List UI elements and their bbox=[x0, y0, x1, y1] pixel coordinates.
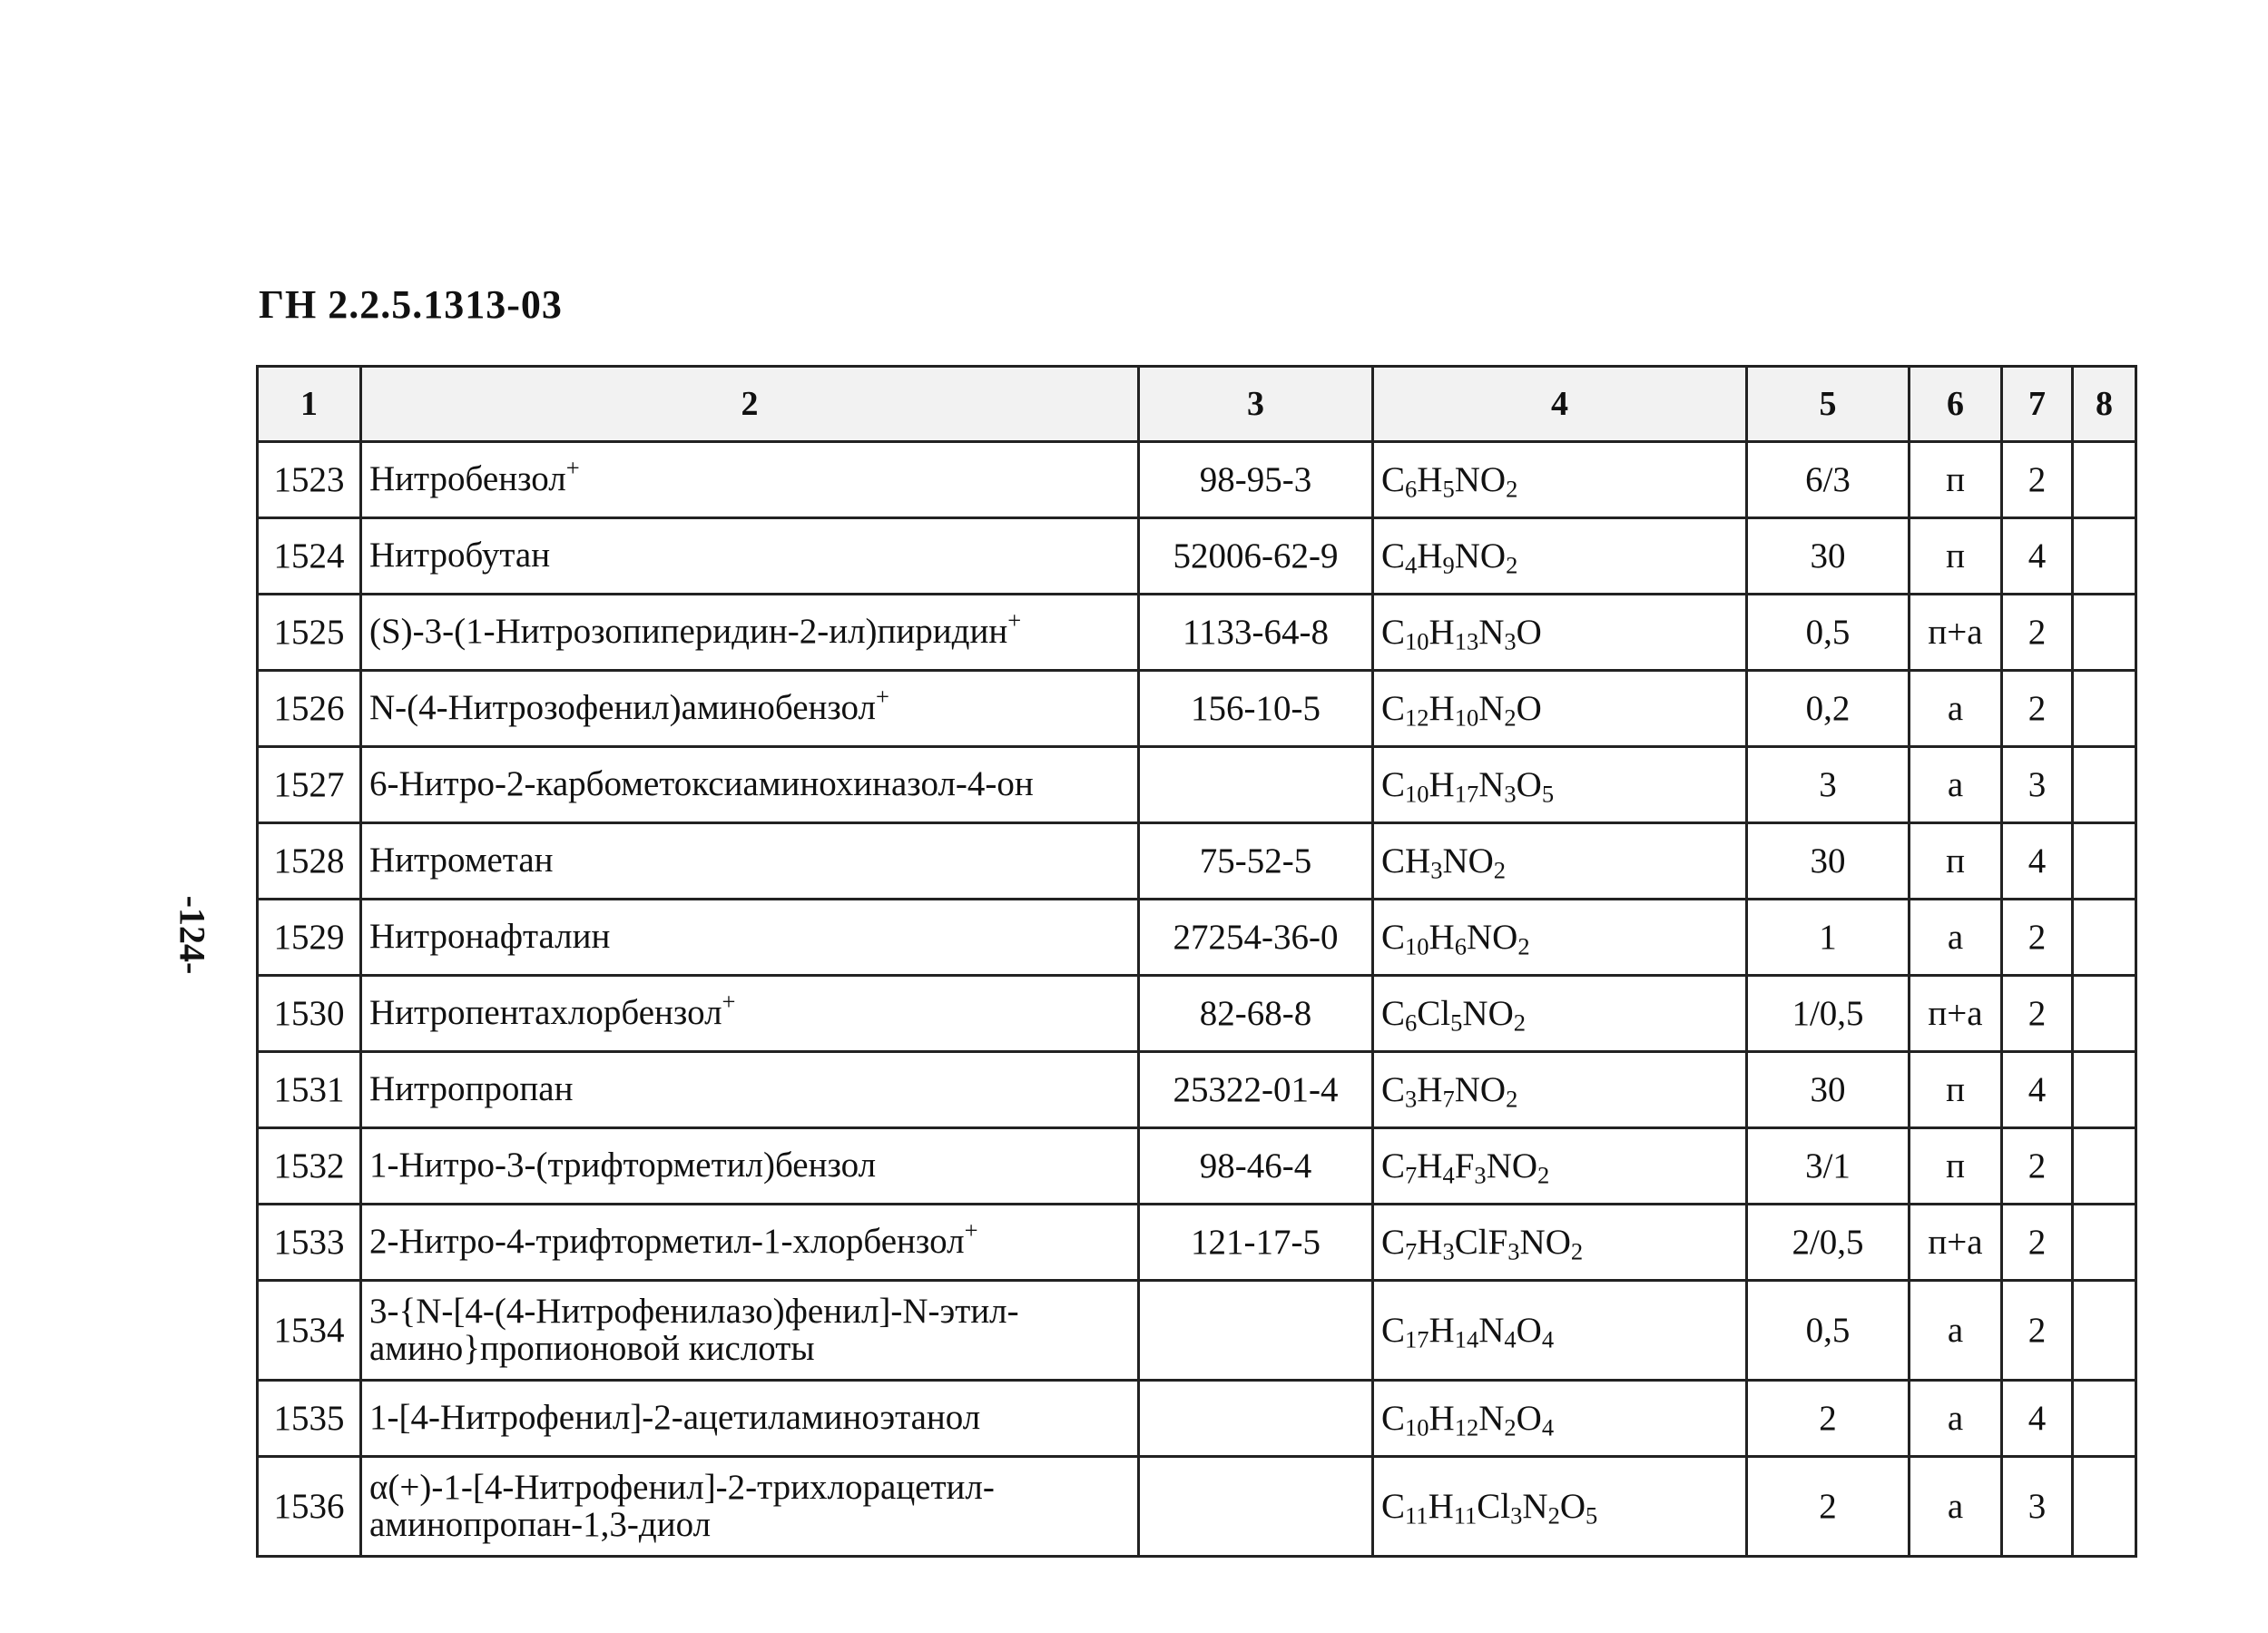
skin-absorption-mark: + bbox=[565, 454, 580, 482]
formula-cell bbox=[1373, 671, 1747, 747]
formula-subscript: 2 bbox=[1506, 551, 1518, 579]
formula-element: NO bbox=[1462, 994, 1514, 1033]
hazard-class-cell: 2 bbox=[2002, 671, 2073, 747]
substance-name-cell bbox=[361, 747, 1139, 823]
note-cell bbox=[2073, 1381, 2136, 1457]
formula-subscript: 3 bbox=[1405, 1085, 1418, 1113]
formula-subscript: 6 bbox=[1454, 932, 1467, 960]
formula-element: C bbox=[1381, 689, 1406, 728]
hazard-class-cell: 4 bbox=[2002, 1381, 2073, 1457]
row-number-cell: 1530 bbox=[258, 976, 361, 1052]
hazard-class-cell: 2 bbox=[2002, 900, 2073, 976]
substance-name-line: 6-Нитро-2-карбометоксиаминохиназол-4-он bbox=[369, 764, 1034, 804]
formula-element: O bbox=[1516, 765, 1542, 804]
substance-name-cell bbox=[361, 671, 1139, 747]
substance-name-line: Нитробутан bbox=[369, 536, 551, 575]
formula-subscript: 10 bbox=[1405, 1413, 1429, 1441]
limit-value-cell: 0,5 bbox=[1747, 1281, 1910, 1381]
cas-number-cell: 75-52-5 bbox=[1139, 823, 1373, 900]
aggregate-state-cell: п+а bbox=[1910, 1205, 2002, 1281]
table-row bbox=[258, 747, 2136, 823]
formula-subscript: 2 bbox=[1506, 1085, 1518, 1113]
formula-subscript: 2 bbox=[1513, 1008, 1527, 1037]
formula-subscript: 9 bbox=[1442, 551, 1455, 579]
formula-cell bbox=[1373, 518, 1747, 595]
limit-value-cell: 2/0,5 bbox=[1747, 1205, 1910, 1281]
substance-name-line: Нитропропан bbox=[369, 1069, 574, 1109]
substances-table bbox=[256, 365, 2137, 1558]
formula-subscript: 2 bbox=[1547, 1501, 1560, 1530]
aggregate-state-cell: а bbox=[1910, 1457, 2002, 1557]
row-number-cell: 1534 bbox=[258, 1281, 361, 1381]
substance-name-cell bbox=[361, 595, 1139, 671]
hazard-class-cell: 2 bbox=[2002, 1205, 2073, 1281]
formula-subscript: 17 bbox=[1454, 780, 1479, 808]
hazard-class-cell: 2 bbox=[2002, 1281, 2073, 1381]
row-number-cell: 1532 bbox=[258, 1128, 361, 1205]
formula-subscript: 6 bbox=[1405, 1008, 1418, 1037]
formula-element: O bbox=[1516, 1311, 1542, 1350]
formula-cell bbox=[1373, 1281, 1747, 1381]
hazard-class-cell: 2 bbox=[2002, 976, 2073, 1052]
aggregate-state-cell: п+а bbox=[1910, 976, 2002, 1052]
formula-element: C bbox=[1381, 1399, 1406, 1438]
formula-subscript: 3 bbox=[1510, 1501, 1523, 1530]
formula-subscript: 4 bbox=[1442, 1161, 1455, 1189]
limit-value-cell: 6/3 bbox=[1747, 442, 1910, 518]
formula-element: H bbox=[1428, 1487, 1454, 1526]
formula-element: C bbox=[1381, 1146, 1406, 1185]
formula-element: NO bbox=[1486, 1146, 1538, 1185]
substance-name-line: N-(4-Нитрозофенил)аминобензол bbox=[369, 688, 876, 728]
cas-number-cell: 25322-01-4 bbox=[1139, 1052, 1373, 1128]
formula-element: NO bbox=[1466, 918, 1518, 957]
substance-name-cell bbox=[361, 1457, 1139, 1557]
formula-subscript: 10 bbox=[1454, 703, 1479, 732]
substance-name-line: α(+)-1-[4-Нитрофенил]-2-трихлорацетил- bbox=[369, 1467, 995, 1507]
formula-element: H bbox=[1417, 1223, 1443, 1262]
hazard-class-cell: 2 bbox=[2002, 1128, 2073, 1205]
formula-subscript: 2 bbox=[1537, 1161, 1550, 1189]
formula-cell bbox=[1373, 747, 1747, 823]
formula-subscript: 7 bbox=[1405, 1237, 1418, 1265]
table-row bbox=[258, 976, 2136, 1052]
formula-subscript: 5 bbox=[1541, 780, 1555, 808]
table-header-row bbox=[258, 367, 2136, 442]
hazard-class-cell: 2 bbox=[2002, 442, 2073, 518]
cas-number-cell: 27254-36-0 bbox=[1139, 900, 1373, 976]
formula-cell bbox=[1373, 1052, 1747, 1128]
formula-subscript: 10 bbox=[1405, 627, 1429, 655]
aggregate-state-cell: а bbox=[1910, 1281, 2002, 1381]
formula-subscript: 2 bbox=[1504, 703, 1517, 732]
limit-value-cell: 2 bbox=[1747, 1381, 1910, 1457]
formula-element: O bbox=[1516, 613, 1542, 652]
aggregate-state-cell: п+а bbox=[1910, 595, 2002, 671]
formula-subscript: 13 bbox=[1454, 627, 1479, 655]
limit-value-cell: 30 bbox=[1747, 823, 1910, 900]
cas-number-cell: 98-46-4 bbox=[1139, 1128, 1373, 1205]
formula-subscript: 5 bbox=[1450, 1008, 1463, 1037]
row-number-cell: 1526 bbox=[258, 671, 361, 747]
row-number-cell: 1533 bbox=[258, 1205, 361, 1281]
formula-element: O bbox=[1516, 689, 1542, 728]
formula-subscript: 4 bbox=[1541, 1413, 1555, 1441]
note-cell bbox=[2073, 518, 2136, 595]
formula-subscript: 3 bbox=[1504, 780, 1517, 808]
table-row bbox=[258, 823, 2136, 900]
formula-cell bbox=[1373, 442, 1747, 518]
note-cell bbox=[2073, 595, 2136, 671]
formula-element: N bbox=[1478, 765, 1505, 804]
note-cell bbox=[2073, 900, 2136, 976]
formula-element: C bbox=[1381, 1070, 1406, 1109]
row-number-cell: 1527 bbox=[258, 747, 361, 823]
aggregate-state-cell: п bbox=[1910, 1128, 2002, 1205]
formula-element: H bbox=[1429, 1311, 1455, 1350]
substance-name-cell bbox=[361, 442, 1139, 518]
hazard-class-cell: 4 bbox=[2002, 823, 2073, 900]
formula-element: H bbox=[1417, 1070, 1443, 1109]
document-header: ГН 2.2.5.1313-03 bbox=[259, 282, 563, 327]
formula-subscript: 12 bbox=[1454, 1413, 1479, 1441]
formula-subscript: 3 bbox=[1430, 856, 1443, 884]
formula-element: C bbox=[1381, 1311, 1406, 1350]
formula-element: C bbox=[1381, 613, 1406, 652]
formula-subscript: 4 bbox=[1541, 1325, 1555, 1353]
formula-element: C bbox=[1381, 765, 1406, 804]
aggregate-state-cell: а bbox=[1910, 747, 2002, 823]
formula-element: NO bbox=[1442, 841, 1494, 880]
formula-subscript: 11 bbox=[1453, 1501, 1478, 1530]
column-header-4: 4 bbox=[1373, 367, 1747, 442]
table-row bbox=[258, 1128, 2136, 1205]
limit-value-cell: 3 bbox=[1747, 747, 1910, 823]
formula-subscript: 2 bbox=[1504, 1413, 1517, 1441]
note-cell bbox=[2073, 1052, 2136, 1128]
formula-element: H bbox=[1417, 536, 1443, 575]
hazard-class-cell: 3 bbox=[2002, 1457, 2073, 1557]
formula-element: NO bbox=[1454, 460, 1507, 499]
cas-number-cell bbox=[1139, 1381, 1373, 1457]
column-header-3: 3 bbox=[1139, 367, 1373, 442]
hazard-class-cell: 4 bbox=[2002, 1052, 2073, 1128]
formula-element: N bbox=[1478, 613, 1505, 652]
table-body bbox=[258, 442, 2136, 1557]
table-row bbox=[258, 900, 2136, 976]
hazard-class-cell: 4 bbox=[2002, 518, 2073, 595]
formula-element: NO bbox=[1519, 1223, 1571, 1262]
substance-name-cell bbox=[361, 1052, 1139, 1128]
column-header-2: 2 bbox=[361, 367, 1139, 442]
formula-cell bbox=[1373, 1128, 1747, 1205]
note-cell bbox=[2073, 1205, 2136, 1281]
formula-element: C bbox=[1381, 1487, 1406, 1526]
substance-name-line: 1-Нитро-3-(трифторметил)бензол bbox=[369, 1146, 877, 1185]
aggregate-state-cell: п bbox=[1910, 518, 2002, 595]
formula-element: H bbox=[1417, 1146, 1443, 1185]
cas-number-cell: 52006-62-9 bbox=[1139, 518, 1373, 595]
aggregate-state-cell: а bbox=[1910, 900, 2002, 976]
formula-element: C bbox=[1381, 994, 1406, 1033]
row-number-cell: 1529 bbox=[258, 900, 361, 976]
formula-subscript: 3 bbox=[1504, 627, 1517, 655]
formula-subscript: 10 bbox=[1405, 780, 1429, 808]
hazard-class-cell: 2 bbox=[2002, 595, 2073, 671]
formula-cell bbox=[1373, 1205, 1747, 1281]
table-row bbox=[258, 442, 2136, 518]
formula-element: N bbox=[1478, 689, 1505, 728]
formula-element: C bbox=[1381, 918, 1406, 957]
formula-subscript: 14 bbox=[1454, 1325, 1479, 1353]
formula-subscript: 3 bbox=[1474, 1161, 1487, 1189]
formula-subscript: 17 bbox=[1405, 1325, 1429, 1353]
formula-element: F bbox=[1454, 1146, 1475, 1185]
table-row bbox=[258, 1457, 2136, 1557]
formula-subscript: 11 bbox=[1405, 1501, 1429, 1530]
row-number-cell: 1531 bbox=[258, 1052, 361, 1128]
substance-name-line: амино}пропионовой кислоты bbox=[369, 1328, 815, 1368]
limit-value-cell: 1/0,5 bbox=[1747, 976, 1910, 1052]
column-header-7: 7 bbox=[2002, 367, 2073, 442]
formula-subscript: 7 bbox=[1442, 1085, 1455, 1113]
formula-element: N bbox=[1478, 1399, 1505, 1438]
note-cell bbox=[2073, 1281, 2136, 1381]
cas-number-cell: 121-17-5 bbox=[1139, 1205, 1373, 1281]
formula-element: O bbox=[1516, 1399, 1542, 1438]
substance-name-cell bbox=[361, 1205, 1139, 1281]
note-cell bbox=[2073, 1128, 2136, 1205]
column-header-6: 6 bbox=[1910, 367, 2002, 442]
formula-element: NO bbox=[1454, 536, 1507, 575]
column-header-8: 8 bbox=[2073, 367, 2136, 442]
table-row bbox=[258, 671, 2136, 747]
note-cell bbox=[2073, 671, 2136, 747]
formula-element: N bbox=[1522, 1487, 1548, 1526]
cas-number-cell: 1133-64-8 bbox=[1139, 595, 1373, 671]
substance-name-line: Нитропентахлорбензол bbox=[369, 993, 722, 1033]
formula-subscript: 2 bbox=[1570, 1237, 1584, 1265]
limit-value-cell: 30 bbox=[1747, 1052, 1910, 1128]
table-row bbox=[258, 595, 2136, 671]
cas-number-cell bbox=[1139, 1457, 1373, 1557]
page-number: -124- bbox=[172, 895, 213, 975]
aggregate-state-cell: п bbox=[1910, 823, 2002, 900]
formula-cell bbox=[1373, 823, 1747, 900]
formula-subscript: 3 bbox=[1507, 1237, 1520, 1265]
limit-value-cell: 30 bbox=[1747, 518, 1910, 595]
limit-value-cell: 2 bbox=[1747, 1457, 1910, 1557]
formula-element: O bbox=[1559, 1487, 1586, 1526]
cas-number-cell bbox=[1139, 747, 1373, 823]
substance-name-line: (S)-3-(1-Нитрозопиперидин-2-ил)пиридин bbox=[369, 612, 1008, 652]
skin-absorption-mark: + bbox=[722, 988, 736, 1016]
aggregate-state-cell: а bbox=[1910, 671, 2002, 747]
row-number-cell: 1528 bbox=[258, 823, 361, 900]
formula-element: H bbox=[1429, 765, 1455, 804]
formula-subscript: 7 bbox=[1405, 1161, 1418, 1189]
table-row bbox=[258, 1205, 2136, 1281]
table-row bbox=[258, 1281, 2136, 1381]
substance-name-cell bbox=[361, 1381, 1139, 1457]
cas-number-cell bbox=[1139, 1281, 1373, 1381]
limit-value-cell: 1 bbox=[1747, 900, 1910, 976]
formula-element: H bbox=[1429, 613, 1455, 652]
column-header-1: 1 bbox=[258, 367, 361, 442]
formula-subscript: 4 bbox=[1405, 551, 1418, 579]
aggregate-state-cell: п bbox=[1910, 1052, 2002, 1128]
formula-subscript: 12 bbox=[1405, 703, 1429, 732]
formula-element: H bbox=[1429, 689, 1455, 728]
cas-number-cell: 98-95-3 bbox=[1139, 442, 1373, 518]
row-number-cell: 1525 bbox=[258, 595, 361, 671]
formula-element: H bbox=[1429, 1399, 1455, 1438]
row-number-cell: 1523 bbox=[258, 442, 361, 518]
substance-name-cell bbox=[361, 900, 1139, 976]
formula-element: C bbox=[1381, 536, 1406, 575]
row-number-cell: 1536 bbox=[258, 1457, 361, 1557]
cas-number-cell: 82-68-8 bbox=[1139, 976, 1373, 1052]
column-header-5: 5 bbox=[1747, 367, 1910, 442]
formula-element: Cl bbox=[1477, 1487, 1511, 1526]
row-number-cell: 1535 bbox=[258, 1381, 361, 1457]
substance-name-line: Нитрометан bbox=[369, 841, 554, 880]
formula-subscript: 5 bbox=[1442, 475, 1455, 503]
skin-absorption-mark: + bbox=[1007, 606, 1022, 635]
formula-element: H bbox=[1429, 918, 1455, 957]
limit-value-cell: 0,2 bbox=[1747, 671, 1910, 747]
table-row bbox=[258, 518, 2136, 595]
formula-subscript: 2 bbox=[1493, 856, 1507, 884]
formula-subscript: 4 bbox=[1504, 1325, 1517, 1353]
note-cell bbox=[2073, 442, 2136, 518]
note-cell bbox=[2073, 823, 2136, 900]
formula-element: N bbox=[1478, 1311, 1505, 1350]
row-number-cell: 1524 bbox=[258, 518, 361, 595]
substance-name-line: аминопропан-1,3-диол bbox=[369, 1504, 712, 1544]
formula-element: NO bbox=[1454, 1070, 1507, 1109]
hazard-class-cell: 3 bbox=[2002, 747, 2073, 823]
formula-cell bbox=[1373, 1457, 1747, 1557]
formula-cell bbox=[1373, 595, 1747, 671]
limit-value-cell: 3/1 bbox=[1747, 1128, 1910, 1205]
substance-name-line: 1-[4-Нитрофенил]-2-ацетиламиноэтанол bbox=[369, 1398, 981, 1438]
formula-cell bbox=[1373, 976, 1747, 1052]
aggregate-state-cell: п bbox=[1910, 442, 2002, 518]
formula-subscript: 2 bbox=[1506, 475, 1518, 503]
table-row bbox=[258, 1052, 2136, 1128]
substance-name-line: Нитронафталин bbox=[369, 917, 611, 957]
note-cell bbox=[2073, 1457, 2136, 1557]
limit-value-cell: 0,5 bbox=[1747, 595, 1910, 671]
formula-subscript: 6 bbox=[1405, 475, 1418, 503]
note-cell bbox=[2073, 747, 2136, 823]
formula-subscript: 5 bbox=[1586, 1501, 1598, 1530]
formula-element: Cl bbox=[1417, 994, 1451, 1033]
formula-element: H bbox=[1417, 460, 1443, 499]
formula-subscript: 2 bbox=[1517, 932, 1530, 960]
substance-name-cell bbox=[361, 823, 1139, 900]
formula-subscript: 10 bbox=[1405, 932, 1429, 960]
substance-name-cell bbox=[361, 976, 1139, 1052]
formula-element: C bbox=[1381, 460, 1406, 499]
skin-absorption-mark: + bbox=[876, 683, 889, 711]
skin-absorption-mark: + bbox=[964, 1216, 978, 1244]
substance-name-cell bbox=[361, 1281, 1139, 1381]
note-cell bbox=[2073, 976, 2136, 1052]
cas-number-cell: 156-10-5 bbox=[1139, 671, 1373, 747]
aggregate-state-cell: а bbox=[1910, 1381, 2002, 1457]
formula-subscript: 3 bbox=[1442, 1237, 1455, 1265]
table-row bbox=[258, 1381, 2136, 1457]
substance-name-line: 2-Нитро-4-трифторметил-1-хлорбензол bbox=[369, 1222, 965, 1262]
substance-name-cell bbox=[361, 518, 1139, 595]
formula-element: ClF bbox=[1454, 1223, 1508, 1262]
formula-cell bbox=[1373, 1381, 1747, 1457]
formula-element: CH bbox=[1381, 841, 1431, 880]
substance-name-line: Нитробензол bbox=[369, 459, 566, 499]
substance-name-cell bbox=[361, 1128, 1139, 1205]
formula-cell bbox=[1373, 900, 1747, 976]
formula-element: C bbox=[1381, 1223, 1406, 1262]
substance-name-line: 3-{N-[4-(4-Нитрофенилазо)фенил]-N-этил- bbox=[369, 1291, 1019, 1331]
